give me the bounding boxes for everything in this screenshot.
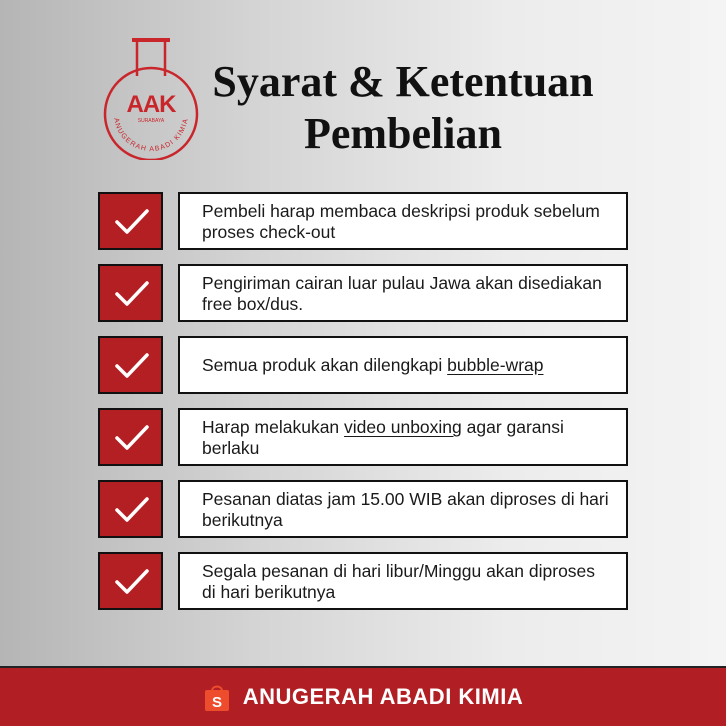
title-line-2: Pembelian (304, 109, 502, 158)
list-item (98, 336, 628, 394)
list-item (98, 552, 628, 610)
svg-text:S: S (211, 694, 222, 711)
term-text: Segala pesanan di hari libur/Minggu akan diproses di hari berikutnya (178, 552, 628, 610)
checkmark-icon (114, 278, 150, 310)
shopping-bag-icon (203, 682, 231, 712)
list-item (98, 264, 628, 322)
footer-brand: ANUGERAH ABADI KIMIA (242, 684, 524, 709)
page-title (206, 56, 600, 160)
checkmark-icon (114, 206, 150, 238)
checkbox-checked (98, 336, 163, 394)
term-text: Pembeli harap membaca deskripsi produk sebelum proses check-out (178, 192, 628, 250)
checkbox-checked (98, 408, 163, 466)
checkmark-icon (114, 566, 150, 598)
term-text: Pengiriman cairan luar pulau Jawa akan disediakan free box/dus. (178, 264, 628, 322)
list-item (98, 408, 628, 466)
checkmark-icon (114, 350, 150, 382)
checkbox-checked (98, 480, 163, 538)
term-text: Harap melakukan video unboxing agar garansi berlaku (178, 408, 628, 466)
flask-logo-icon (100, 32, 202, 160)
term-text: Pesanan diatas jam 15.00 WIB akan diproses di hari berikutnya (178, 480, 628, 538)
checkmark-icon (114, 494, 150, 526)
term-text: Semua produk akan dilengkapi bubble-wrap (178, 336, 628, 394)
list-item (98, 480, 628, 538)
title-line-1: Syarat & Ketentuan (212, 57, 594, 106)
list-item (98, 192, 628, 250)
checkbox-checked (98, 264, 163, 322)
checkbox-checked (98, 192, 163, 250)
logo-letters: AAK (126, 91, 176, 118)
footer-banner (0, 666, 726, 726)
checkmark-icon (114, 422, 150, 454)
logo-city: SURABAYA (137, 118, 165, 124)
checkbox-checked (98, 552, 163, 610)
company-logo (100, 32, 202, 160)
logo-ring-text: ANUGERAH ABADI KIMIA (112, 117, 190, 154)
